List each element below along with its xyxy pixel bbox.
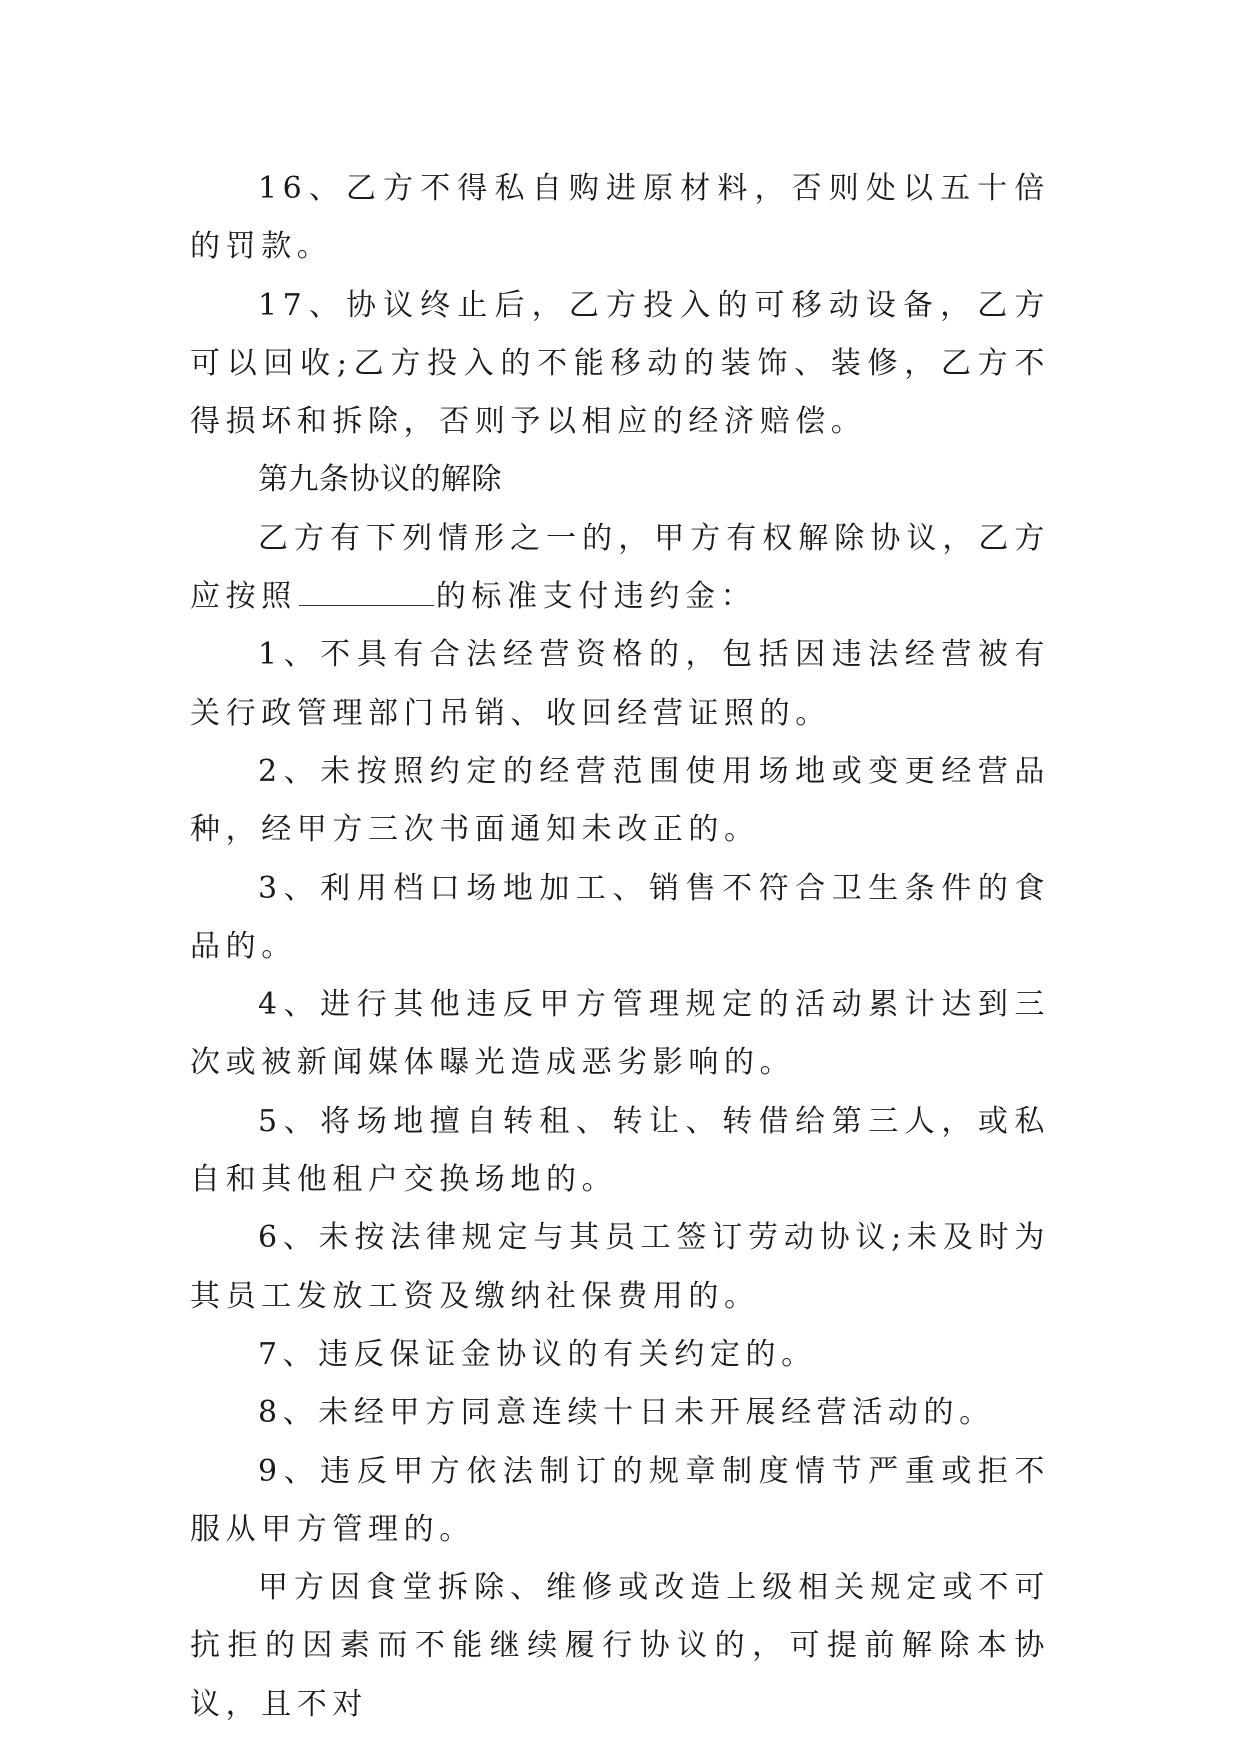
termination-intro-tail: 的标准支付违约金： [435,579,757,615]
termination-intro-text: 乙方有下列情形之一的，甲方有权解除协议，乙方应按照 [190,520,1050,615]
paragraph-force-majeure: 甲方因食堂拆除、维修或改造上级相关规定或不可抗拒的因素而不能继续履行协议的，可提前解除本协议，且不对 [190,1570,1050,1722]
paragraph-item-16: 16、乙方不得私自购进原材料，否则处以五十倍的罚款。 [190,171,1050,265]
paragraph-item-2: 2、未按照约定的经营范围使用场地或变更经营品种，经甲方三次书面通知未改正的。 [190,753,1050,848]
paragraph-item-6: 6、未按法律规定与其员工签订劳动协议;未及时为其员工发放工资及缴纳社保费用的。 [190,1220,1050,1314]
paragraph-termination-intro [190,510,1050,627]
paragraph-item-8: 8、未经甲方同意连续十日未开展经营活动的。 [258,1395,995,1431]
document-body [190,160,1050,1734]
section-heading-article-9: 第九条协议的解除 [258,462,502,498]
paragraph-item-9: 9、违反甲方依法制订的规章制度情节严重或拒不服从甲方管理的。 [190,1453,1050,1547]
paragraph-item-4: 4、进行其他违反甲方管理规定的活动累计达到三次或被新闻媒体曝光造成恶劣影响的。 [190,987,1050,1081]
fill-in-blank [299,577,434,606]
paragraph-item-3: 3、利用档口场地加工、销售不符合卫生条件的食品的。 [190,870,1050,964]
paragraph-item-1: 1、不具有合法经营资格的，包括因违法经营被有关行政管理部门吊销、收回经营证照的。 [190,637,1050,731]
paragraph-item-17: 17、协议终止后，乙方投入的可移动设备，乙方可以回收;乙方投入的不能移动的装饰、装修，乙方不得损坏和拆除，否则予以相应的经济赔偿。 [190,287,1050,440]
paragraph-item-5: 5、将场地擅自转租、转让、转借给第三人，或私自和其他租户交换场地的。 [190,1103,1050,1198]
paragraph-item-7: 7、违反保证金协议的有关约定的。 [258,1336,817,1372]
